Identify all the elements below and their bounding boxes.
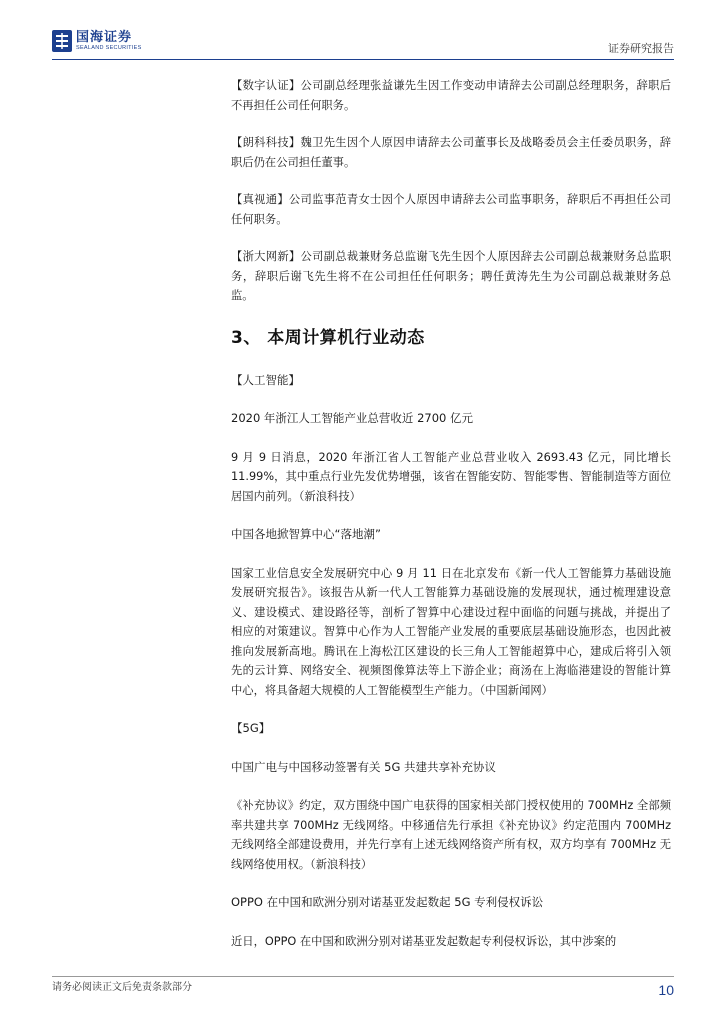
announcement-item: 【浙大网新】公司副总裁兼财务总监谢飞先生因个人原因辞去公司副总裁兼财务总监职务，辞职后谢飞先生将不在公司担任任何职务；聘任黄涛先生为公司副总裁兼财务总监。 (231, 250, 671, 302)
sealand-logo-icon (52, 30, 72, 52)
footer-disclaimer: 请务必阅读正文后免责条款部分 (52, 982, 192, 993)
ai-category-tag: 【人工智能】 (231, 372, 300, 387)
news-title: OPPO 在中国和欧洲分别对诺基亚发起数起 5G 专利侵权诉讼 (231, 895, 544, 909)
news-body: 国家工业信息安全发展研究中心 9 月 11 日在北京发布《新一代人工智能算力基础设施发展研究报告》。该报告从新一代人工智能算力基础设施的发展现状，通过梳理建设意义、建设模式、建设路径等，剖析了智算中心建设过程中面临的问题与挑战，并提出了相应的对策建议。智算中心作为人工智能产业发展的重要底层基础设施形态，也因此被推向发展新高地。腾讯在上海松江区建设的长三角人工智能超算中心，建成后将引入领先的云计算、网络安全、视频图像算法等上下游企业；商汤在上海临港建设的智能计算中心，将具备超大规模的人工智能模型生产能力。（中国新闻网） (231, 566, 671, 697)
main-content (231, 76, 671, 951)
logo-chinese-name: 国海证券 (76, 29, 133, 45)
news-body: 9 月 9 日消息，2020 年浙江省人工智能产业总营业收入 2693.43 亿元，同比增长 11.99%，其中重点行业先发优势增强，该省在智能安防、智能零售、智能制造等方面位居国内前列。（新浪科技） (231, 450, 671, 503)
announcement-item: 【真视通】公司监事范青女士因个人原因申请辞去公司监事职务，辞职后不再担任公司任何职务。 (231, 193, 671, 226)
section-heading: 3、 本周计算机行业动态 (231, 327, 425, 348)
news-title: 中国广电与中国移动签署有关 5G 共建共享补充协议 (231, 759, 497, 774)
footer-divider (52, 976, 674, 977)
news-body: 《补充协议》约定，双方围绕中国广电获得的国家相关部门授权使用的 700MHz 全部频率共建共享 700MHz 无线网络。中移通信先行承担《补充协议》约定范围内 700MHz 无线网络全部建设费用，并先行享有上述无线网络资产所有权，双方均享有 700MHz 无线网络使用权。（新浪科技） (231, 799, 671, 871)
report-type-label: 证券研究报告 (608, 42, 674, 55)
announcement-item: 【数字认证】公司副总经理张益谦先生因工作变动申请辞去公司副总经理职务，辞职后不再担任公司任何职务。 (231, 79, 671, 112)
page-header (52, 26, 674, 60)
5g-category-tag: 【5G】 (231, 721, 271, 735)
header-divider (52, 59, 674, 60)
news-body: 近日，OPPO 在中国和欧洲分别对诺基亚发起数起专利侵权诉讼，其中涉案的 (231, 934, 617, 948)
logo-english-name: SEALAND SECURITIES (76, 44, 142, 51)
page-number: 10 (658, 982, 674, 998)
announcement-item: 【朗科科技】魏卫先生因个人原因申请辞去公司董事长及战略委员会主任委员职务，辞职后仍在公司担任董事。 (231, 136, 671, 169)
company-logo (52, 30, 142, 52)
news-title: 中国各地掀智算中心“落地潮” (231, 527, 381, 541)
news-title: 2020 年浙江人工智能产业总营收近 2700 亿元 (231, 411, 473, 425)
